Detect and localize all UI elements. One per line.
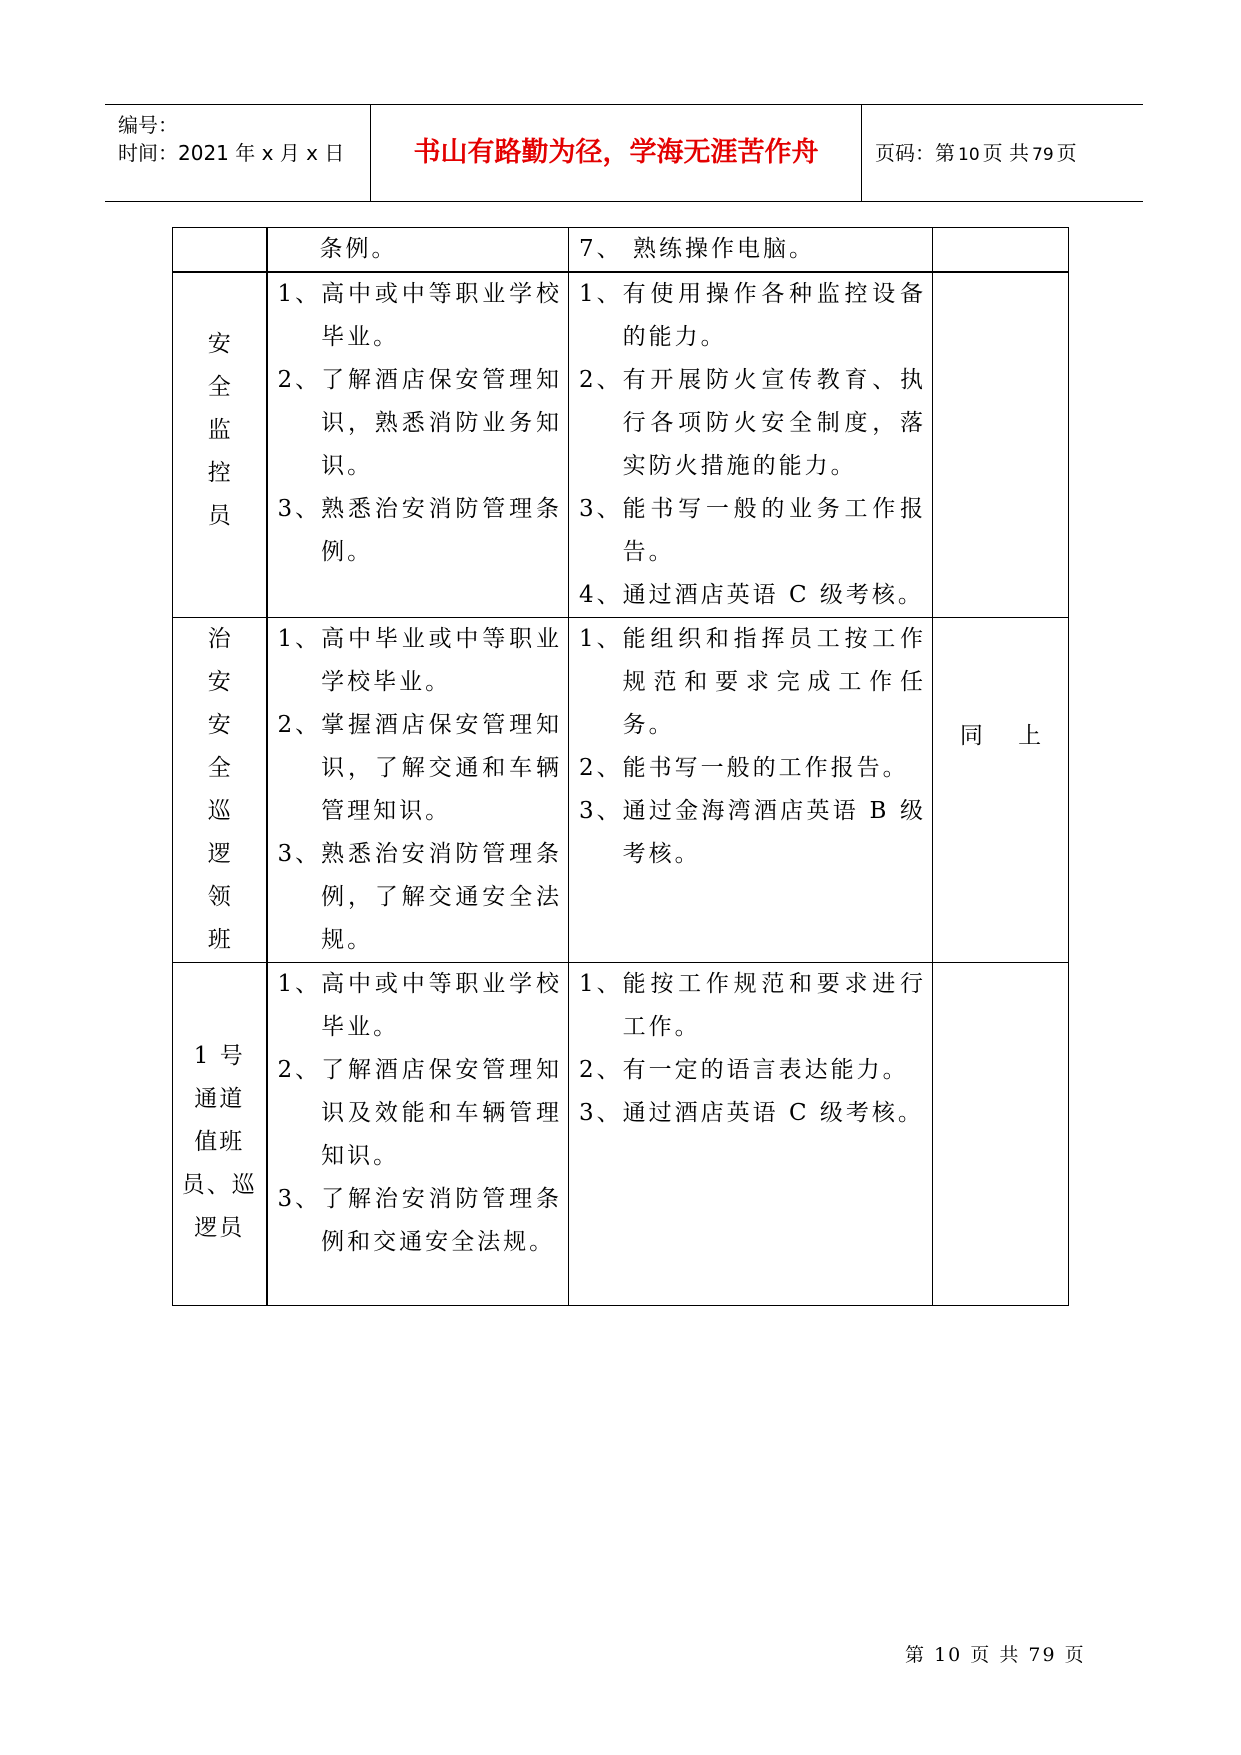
position-char: 监	[207, 417, 231, 443]
position-char: 全	[207, 374, 231, 400]
position-char: 安	[207, 712, 231, 738]
position-char: 控	[207, 460, 231, 486]
same-as-above-note: 同 上	[959, 723, 1042, 749]
header-divider	[861, 105, 862, 201]
position-cell	[173, 618, 267, 963]
position-char: 班	[207, 927, 231, 953]
list-item: 2、 有一定的语言表达能力。	[579, 1057, 909, 1083]
list-item: 1、 高中或中等职业学校毕业。	[277, 281, 562, 350]
list-item: 3、 熟悉治安消防管理条例，了解交通安全法规。	[277, 841, 562, 953]
position-line: 值班	[194, 1129, 245, 1155]
header-meta	[118, 105, 365, 201]
position-char: 治	[207, 626, 231, 652]
position-char: 巡	[207, 798, 231, 824]
list-item: 2、 了解酒店保安管理知识及效能和车辆管理知识。	[277, 1057, 562, 1169]
doc-time-label: 时间：2021 年 x 月 x 日	[118, 141, 345, 165]
note-cell	[933, 228, 1069, 273]
position-line: 1 号	[193, 1043, 245, 1069]
page-total: 79	[1032, 145, 1054, 165]
position-line: 员、巡	[181, 1172, 257, 1198]
position-char: 逻	[207, 841, 231, 867]
page-suffix: 页	[1056, 141, 1077, 165]
page-header	[105, 104, 1143, 202]
ability-cell	[569, 272, 933, 618]
page-prefix: 页码：第	[875, 141, 955, 165]
ability-cell	[569, 618, 933, 963]
position-cell	[173, 228, 267, 273]
list-item: 2、 掌握酒店保安管理知识，了解交通和车辆管理知识。	[277, 712, 562, 824]
requirement-cell	[267, 272, 569, 618]
list-item: 2、 能书写一般的工作报告。	[579, 755, 909, 781]
list-item: 2、 了解酒店保安管理知识，熟悉消防业务知识。	[277, 367, 562, 479]
position-cell	[173, 272, 267, 618]
list-item: 3、 通过金海湾酒店英语 B 级考核。	[579, 798, 926, 867]
list-item: 4、 通过酒店英语 C 级考核。	[579, 582, 924, 608]
requirement-cell	[267, 963, 569, 1306]
ability-cell	[569, 963, 933, 1306]
header-page-info	[875, 105, 1077, 201]
doc-number-label: 编号：	[118, 113, 178, 137]
page-mid: 页 共	[982, 141, 1029, 165]
list-item: 2、 有开展防火宣传教育、执行各项防火安全制度，落实防火措施的能力。	[579, 367, 926, 479]
list-item: 3、 通过酒店英语 C 级考核。	[579, 1100, 924, 1126]
note-cell	[933, 963, 1069, 1306]
footer-prefix: 第	[905, 1644, 927, 1666]
list-item: 1、 有使用操作各种监控设备的能力。	[579, 281, 926, 350]
position-char: 安	[207, 331, 231, 357]
table-row	[173, 272, 1069, 618]
note-cell	[933, 272, 1069, 618]
table-row	[173, 618, 1069, 963]
footer-suffix: 页	[1064, 1644, 1086, 1666]
footer-mid: 页 共	[970, 1644, 1021, 1666]
footer-current-page: 10	[934, 1644, 963, 1666]
ability-cell	[569, 228, 933, 273]
job-requirements-table	[172, 227, 1069, 1306]
header-motto: 书山有路勤为径，学海无涯苦作舟	[413, 137, 819, 168]
position-char: 员	[207, 503, 231, 529]
footer-total-pages: 79	[1028, 1644, 1057, 1666]
note-cell	[933, 618, 1069, 963]
table-row	[173, 963, 1069, 1306]
list-item: 3、 了解治安消防管理条例和交通安全法规。	[277, 1186, 562, 1255]
position-line: 逻员	[194, 1215, 245, 1241]
position-line: 通道	[194, 1086, 245, 1112]
table-row	[173, 228, 1069, 273]
list-item: 1、 能组织和指挥员工按工作规范和要求完成工作任务。	[579, 626, 926, 738]
position-cell	[173, 963, 267, 1306]
position-char: 全	[207, 755, 231, 781]
position-char: 领	[207, 884, 231, 910]
requirement-cell	[267, 618, 569, 963]
position-char: 安	[207, 669, 231, 695]
requirement-text: 条例。	[319, 236, 398, 262]
list-item: 1、 能按工作规范和要求进行工作。	[579, 971, 926, 1040]
list-item: 1、 高中毕业或中等职业学校毕业。	[277, 626, 562, 695]
ability-text: 7、 熟练操作电脑。	[579, 236, 815, 262]
page-footer	[905, 1640, 1086, 1667]
requirement-cell	[267, 228, 569, 273]
list-item: 3、 熟悉治安消防管理条例。	[277, 496, 562, 565]
page-current: 10	[958, 145, 980, 165]
list-item: 3、 能书写一般的业务工作报告。	[579, 496, 926, 565]
list-item: 1、 高中或中等职业学校毕业。	[277, 971, 562, 1040]
